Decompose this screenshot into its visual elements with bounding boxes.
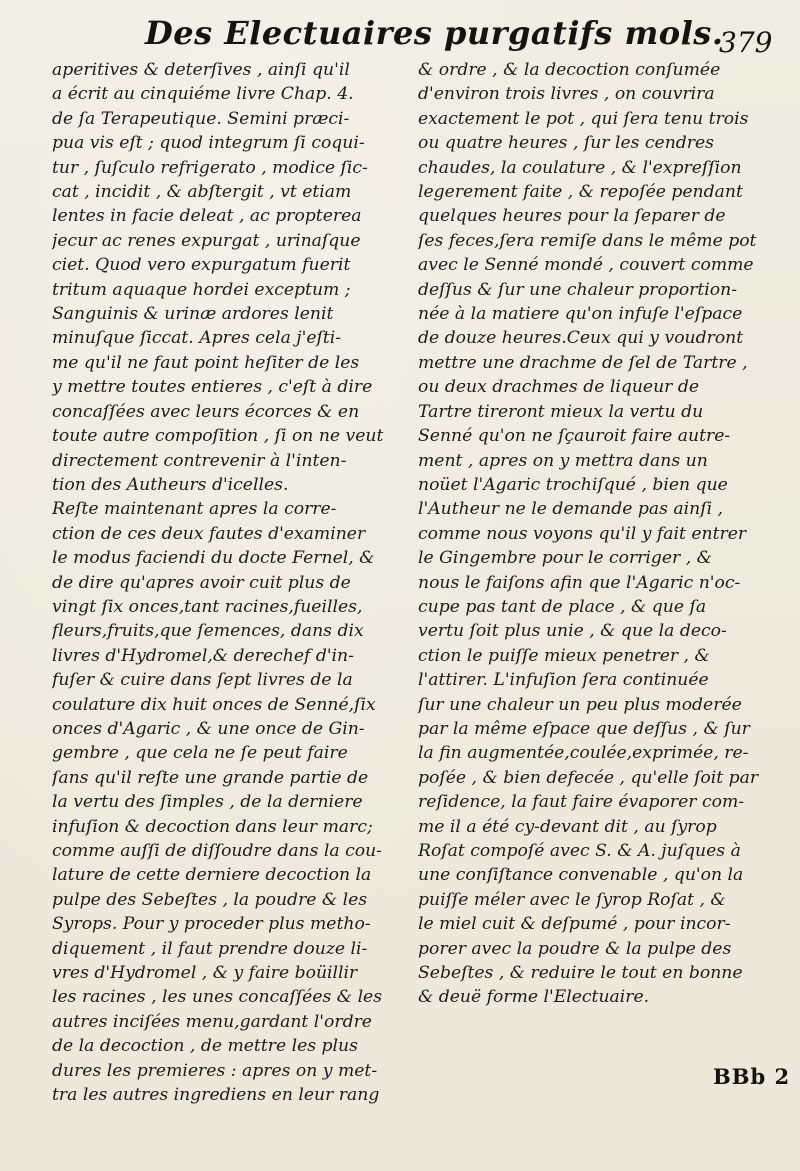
text-line: lature de cette derniere decoction la [52,865,372,886]
text-line: ſes feces,ſera remiſe dans le même pot [418,230,757,251]
text-line: pua vis eſt ; quod integrum ſi coqui- [52,133,365,154]
text-line: puiſſe méler avec le ſyrop Roſat , & [418,889,726,910]
text-line: avec le Senné mondé , couvert comme [418,255,754,276]
text-line: coulature dix huit onces de Senné,ſix [52,694,376,715]
right-text-column [418,58,773,1010]
text-line: jecur ac renes expurgat , urinaſque [52,230,361,251]
text-line: ction de ces deux fautes d'examiner [52,523,366,544]
text-line: ou deux drachmes de liqueur de [418,377,699,398]
text-line: une conſiſtance convenable , qu'on la [418,865,744,886]
text-line: tion des Autheurs d'icelles. [52,474,289,495]
text-line: legerement faite , & repoſée pendant [418,182,743,203]
text-line: Senné qu'on ne ſçauroit faire autre- [418,426,731,447]
text-line: quelques heures pour la ſeparer de [418,206,726,227]
text-line: porer avec la poudre & la pulpe des [418,938,732,959]
text-line: ou quatre heures , ſur les cendres [418,133,715,154]
text-line: & ordre , & la decoction conſumée [418,60,721,80]
text-line: minuſque ſiccat. Apres cela j'eſti- [52,328,342,349]
text-line: le Gingembre pour le corriger , & [418,548,712,569]
text-line: de dire qu'apres avoir cuit plus de [52,572,351,593]
text-line: de douze heures.Ceux qui y voudront [418,328,744,349]
text-line: ction le puiſſe mieux penetrer , & [418,645,710,666]
text-line: ſur une chaleur un peu plus moderée [418,694,742,715]
text-line: de ſa Terapeutique. Semini præci- [52,108,350,129]
page-number: 379 [719,26,773,59]
text-line: infuſion & decoction dans leur marc; [52,816,373,837]
left-text-column [52,58,407,1107]
text-line: toute autre compoſition , ſi on ne veut [52,426,384,447]
text-line: gembre , que cela ne ſe peut faire [52,743,348,764]
text-line: vingt ſix onces,tant racines,fueilles, [52,596,363,617]
text-line: pulpe des Sebeſtes , la poudre & les [52,889,368,910]
text-line: la vertu des ſimples , de la derniere [52,792,363,813]
text-line: deſſus & ſur une chaleur proportion- [418,279,738,300]
text-line: ment , apres on y mettra dans un [418,450,708,471]
text-line: l'Autheur ne le demande pas ainſi , [418,499,723,520]
text-line: la fin augmentée,coulée,exprimée, re- [418,743,749,764]
text-line: Reſte maintenant apres la corre- [52,499,337,520]
text-line: comme auſſi de diſſoudre dans la cou- [52,841,382,861]
text-line: onces d'Agaric , & une once de Gin- [52,718,365,739]
text-line: Sanguinis & urinæ ardores lenit [52,304,334,325]
text-line: le modus faciendi du docte Fernel, & [52,548,375,569]
text-line: exactement le pot , qui ſera tenu trois [418,108,749,129]
text-line: & deuë forme l'Electuaire. [418,987,650,1008]
text-line: le miel cuit & deſpumé , pour incor- [418,914,731,935]
text-line: vres d'Hydromel , & y faire boüillir [52,963,358,984]
text-line: Syrops. Pour y proceder plus metho- [52,914,371,935]
text-line: me il a été cy-devant dit , au ſyrop [418,816,717,837]
text-line: comme nous voyons qu'il y fait entrer [418,523,747,544]
page-header [0,14,800,59]
text-line: Tartre tireront mieux la vertu du [418,401,704,422]
text-line: ciet. Quod vero expurgatum fuerit [52,255,351,276]
text-line: autres inciſées menu,gardant l'ordre [52,1011,372,1032]
text-line: nous le faiſons afin que l'Agaric n'oc- [418,572,741,593]
text-line: cat , incidit , & abſtergit , vt etiam [52,182,352,203]
text-line: Sebeſtes , & reduire le tout en bonne [418,963,743,984]
text-line: aperitives & deterſives , ainſi qu'il [52,60,350,80]
text-line: lentes in facie deleat , ac propterea [52,206,362,227]
text-line: d'environ trois livres , on couvrira [418,84,715,105]
text-line: fuſer & cuire dans ſept livres de la [52,670,353,691]
text-line: cupe pas tant de place , & que ſa [418,596,707,617]
text-line: reſidence, la faut faire évaporer com- [418,792,745,813]
text-line: les racines , les unes concaſſées & les [52,987,383,1008]
text-line: y mettre toutes entieres , c'eſt à dire [52,377,373,398]
text-line: livres d'Hydromel,& derechef d'in- [52,645,354,666]
text-line: tra les autres ingrediens en leur rang [52,1085,380,1106]
signature-mark: BBb 2 [713,1064,791,1089]
text-line: Roſat compoſé avec S. & A. juſques à [418,841,741,861]
text-line: mettre une drachme de ſel de Tartre , [418,352,748,373]
text-line: née à la matiere qu'on infuſe l'eſpace [418,304,743,325]
text-line: me qu'il ne faut point heſiter de les [52,352,360,373]
text-line: fleurs,fruits,que ſemences, dans dix [52,621,364,642]
text-line: tur , ſuſculo refrigerato , modice ſic- [52,157,368,178]
text-line: concaſſées avec leurs écorces & en [52,401,360,422]
text-line: chaudes, la coulature , & l'expreſſion [418,157,742,178]
text-line: vertu ſoit plus unie , & que la deco- [418,621,727,642]
text-line: diquement , il faut prendre douze li- [52,938,368,959]
text-line: l'attirer. L'infuſion ſera continuée [418,670,709,691]
text-line: a écrit au cinquiéme livre Chap. 4. [52,84,354,105]
text-line: ſans qu'il reſte une grande partie de [52,767,369,788]
text-line: poſée , & bien defecée , qu'elle ſoit par [418,767,759,788]
running-head: Des Electuaires purgatifs mols. [145,14,724,52]
text-line: de la decoction , de mettre les plus [52,1036,358,1057]
text-line: dures les premieres : apres on y met- [52,1060,378,1081]
text-line: par la même eſpace que deſſus , & ſur [418,718,750,739]
text-line: tritum aquaque hordei exceptum ; [52,279,351,300]
text-line: noüet l'Agaric trochiſqué , bien que [418,474,728,495]
text-line: directement contrevenir à l'inten- [52,450,347,471]
